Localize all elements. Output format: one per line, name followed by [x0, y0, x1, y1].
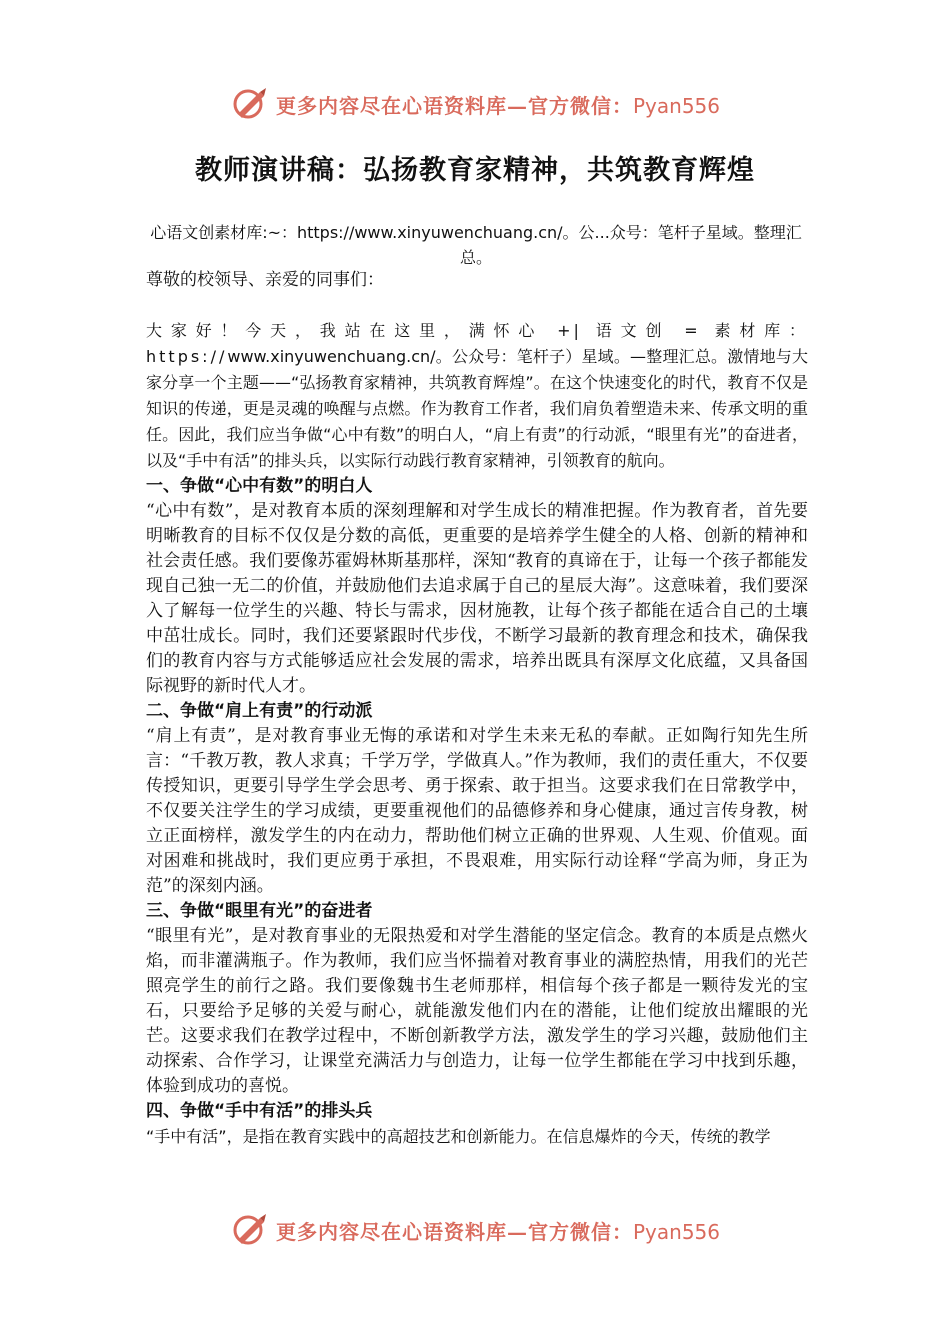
section-heading: 三、争做“眼里有光”的奋进者 [146, 901, 373, 921]
document-title: 教师演讲稿：弘扬教育家精神，共筑教育辉煌 [195, 155, 755, 186]
banner-text: 更多内容尽在心语资料库—官方微信：Pyan556 [275, 93, 720, 118]
section-body: “肩上有责”，是对教育事业无悔的承诺和对学生未来无私的奉献。正如陶行知先生所言：“千教万教，教人求真；千学万学，学做真人。”作为教师，我们的责任重大，不仅要传授知识，更要引导学生学会思考、勇于探索、敢于担当。这要求我们在日常教学中，不仅要关注学生的学习成绩，更要重视他们的品德修养和身心健康，通过言传身教，树立正面榜样，激发学生的内在动力，帮助他们树立正确的世界观、人生观、价值观。面对困难和挑战时，我们更应勇于承担，不畏艰难，用实际行动诠释“学高为师，身正为范”的深刻内涵。 [146, 726, 808, 896]
pen-logo-icon [230, 1210, 270, 1250]
intro-paragraph [146, 318, 808, 474]
intro-lead: 大家好！今天，我站在这里，满怀心 +| 语文创 = 素材库：https:// [146, 321, 808, 366]
section-heading: 二、争做“肩上有责”的行动派 [146, 701, 373, 721]
section-body: “眼里有光”，是对教育事业的无限热爱和对学生潜能的坚定信念。教育的本质是点燃火焰，而非灌满瓶子。作为教师，我们应当怀揣着对教育事业的满腔热情，用我们的光芒照亮学生的前行之路。我们要像魏书生老师那样，相信每个孩子都是一颗待发光的宝石，只要给予足够的关爱与耐心，就能激发他们内在的潜能，让他们绽放出耀眼的光芒。这要求我们在教学过程中，不断创新教学方法，激发学生的学习兴趣，鼓励他们主动探索、合作学习，让课堂充满活力与创造力，让每一位学生都能在学习中找到乐趣，体验到成功的喜悦。 [146, 926, 808, 1096]
section-body: “手中有活”，是指在教育实践中的高超技艺和创新能力。在信息爆炸的今天，传统的教学 [146, 1127, 771, 1146]
wechat-id: Pyan556 [632, 1219, 720, 1244]
document-body [146, 268, 808, 1149]
footer-banner [0, 1208, 950, 1252]
header-banner [0, 82, 950, 126]
greeting: 尊敬的校领导、亲爱的同事们： [146, 270, 384, 290]
source-note: 心语文创素材库:~：https://www.xinyuwenchuang.cn/。公...众号：笔杆子星域。整理汇总。 [150, 223, 802, 267]
section-body: “心中有数”，是对教育本质的深刻理解和对学生成长的精准把握。作为教育者，首先要明晰教育的目标不仅仅是分数的高低，更重要的是培养学生健全的人格、创新的精神和社会责任感。我们要像苏霍姆林斯基那样，深知“教育的真谛在于，让每一个孩子都能发现自己独一无二的价值，并鼓励他们去追求属于自己的星辰大海”。这意味着，我们要深入了解每一位学生的兴趣、特长与需求，因材施教，让每个孩子都能在适合自己的土壤中茁壮成长。同时，我们还要紧跟时代步伐，不断学习最新的教育理念和技术，确保我们的教育内容与方式能够适应社会发展的需求，培养出既具有深厚文化底蕴，又具备国际视野的新时代人才。 [146, 501, 808, 696]
section-heading: 一、争做“心中有数”的明白人 [146, 476, 373, 496]
intro-body: www.xinyuwenchuang.cn/。公众号：笔杆子）星域。—整理汇总。激情地与大家分享一个主题——“弘扬教育家精神，共筑教育辉煌”。在这个快速变化的时代，教育不仅是知识的传递，更是灵魂的唤醒与点燃。作为教育工作者，我们肩负着塑造未来、传承文明的重任。因此，我们应当争做“心中有数”的明白人，“肩上有责”的行动派，“眼里有光”的奋进者，以及“手中有活”的排头兵，以实际行动践行教育家精神，引领教育的航向。 [146, 347, 808, 470]
banner-text: 更多内容尽在心语资料库—官方微信：Pyan556 [275, 1219, 720, 1244]
pen-logo-icon [230, 84, 270, 124]
wechat-id: Pyan556 [632, 93, 720, 118]
section-heading: 四、争做“手中有活”的排头兵 [146, 1101, 373, 1121]
